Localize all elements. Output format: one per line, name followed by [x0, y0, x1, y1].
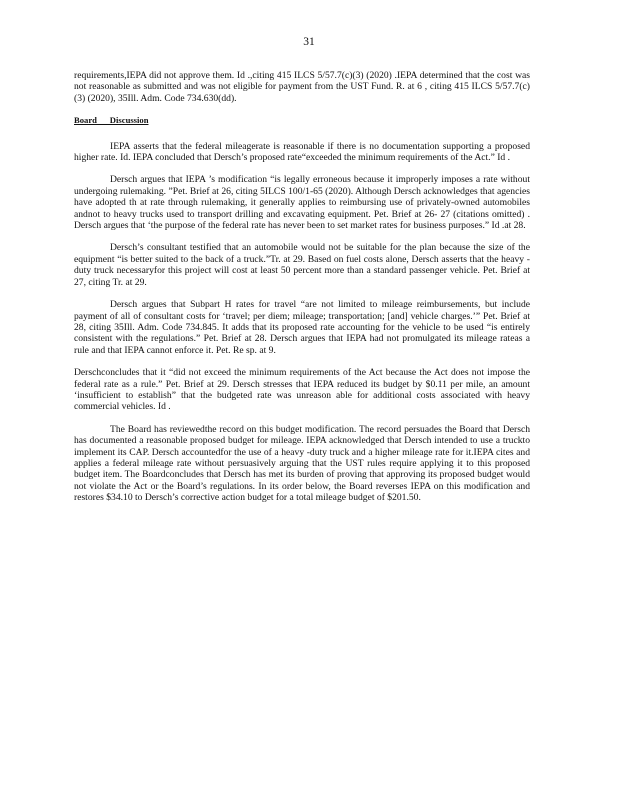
page-number: 31 — [303, 36, 315, 48]
document-body — [74, 70, 530, 515]
paragraph-dersch-concludes: Derschconcludes that it “did not exceed the minimum requirements of the Act because the Act does not impose the federal rate as a rule.” Pet. Brief at 29. Dersch stresses that IEPA reduced its budget by $0.11 per mile, an amount ‘insufficient to establish” that the budgeted rate was unreason able for additional costs associated with heavy commercial vehicles. Id . — [74, 367, 530, 413]
section-heading-board-discussion: Board Discussion — [74, 115, 149, 126]
paragraph-dersch-argues-rulemaking: Dersch argues that IEPA ’s modification “is legally erroneous because it improperly imposes a rate without undergoing rulemaking. ”Pet. Brief at 26, citing 5ILCS 100/1-65 (2020). Although Dersch acknowledges that agencies have adopted th at rate through rulemaking, it generally applies to reimbursing use of privately-owned automobiles andnot to heavy trucks used to transport drilling and excavating equipment. Pet. Brief at 26- 27 (citations omitted) . Dersch argues that ‘the purpose of the federal rate has never been to set market rates for business purposes.” Id .at 28. — [74, 174, 530, 232]
paragraph-subpart-h-rates: Dersch argues that Subpart H rates for travel “are not limited to mileage reimbursements, but include payment of all of consultant costs for ‘travel; per diem; mileage; transportation; [and] vehicle charges.’” Pet. Brief at 28, citing 35Ill. Adm. Code 734.845. It adds that its proposed rate accounting for the vehicle to be used “is entirely consistent with the regulations.” Pet. Brief at 28. Dersch argues that IEPA had not promulgated its mileage rateas a rule and that IEPA cannot enforce it. Pet. Re sp. at 9. — [74, 299, 530, 356]
paragraph-iepa-asserts: IEPA asserts that the federal mileagerate is reasonable if there is no documentation supporting a proposed higher rate. Id. IEPA concluded that Dersch’s proposed rate“exceeded the minimum requirements of the Act.” Id . — [74, 140, 530, 164]
paragraph-board-reviewed: The Board has reviewedthe record on this budget modification. The record persuades the Board that Dersch has documented a reasonable proposed budget for mileage. IEPA acknowledged that Dersch intended to use a truckto implement its CAP. Dersch accountedfor the use of a heavy -duty truck and a higher mileage rate for it.IEPA cites and applies a federal mileage rate without persuasively arguing that the UST rules require applying it to this proposed budget item. The Boardconcludes that Dersch has met its burden of proving that approving its proposed budget would not violate the Act or the Board’s regulations. In its order below, the Board reverses IEPA on this modification and restores $34.10 to Dersch’s corrective action budget for a total mileage budget of $201.50. — [74, 423, 530, 504]
paragraph-consultant-testified: Dersch’s consultant testified that an automobile would not be suitable for the plan because the size of the equipment “is better suited to the back of a truck.”Tr. at 29. Based on fuel costs alone, Dersch asserts that the heavy -duty truck necessaryfor this project will cost at least 50 percent more than a standard passenger vehicle. Pet. Brief at 27, citing Tr. at 29. — [74, 242, 530, 288]
paragraph-continuation: requirements,IEPA did not approve them. Id .,citing 415 ILCS 5/57.7(c)(3) (2020) .IEPA determined that the cost was not reasonable as submitted and was not eligible for payment from the UST Fund. R. at 6 , citing 415 ILCS 5/57.7(c)(3) (2020), 35Ill. Adm. Code 734.630(dd). — [74, 70, 530, 104]
